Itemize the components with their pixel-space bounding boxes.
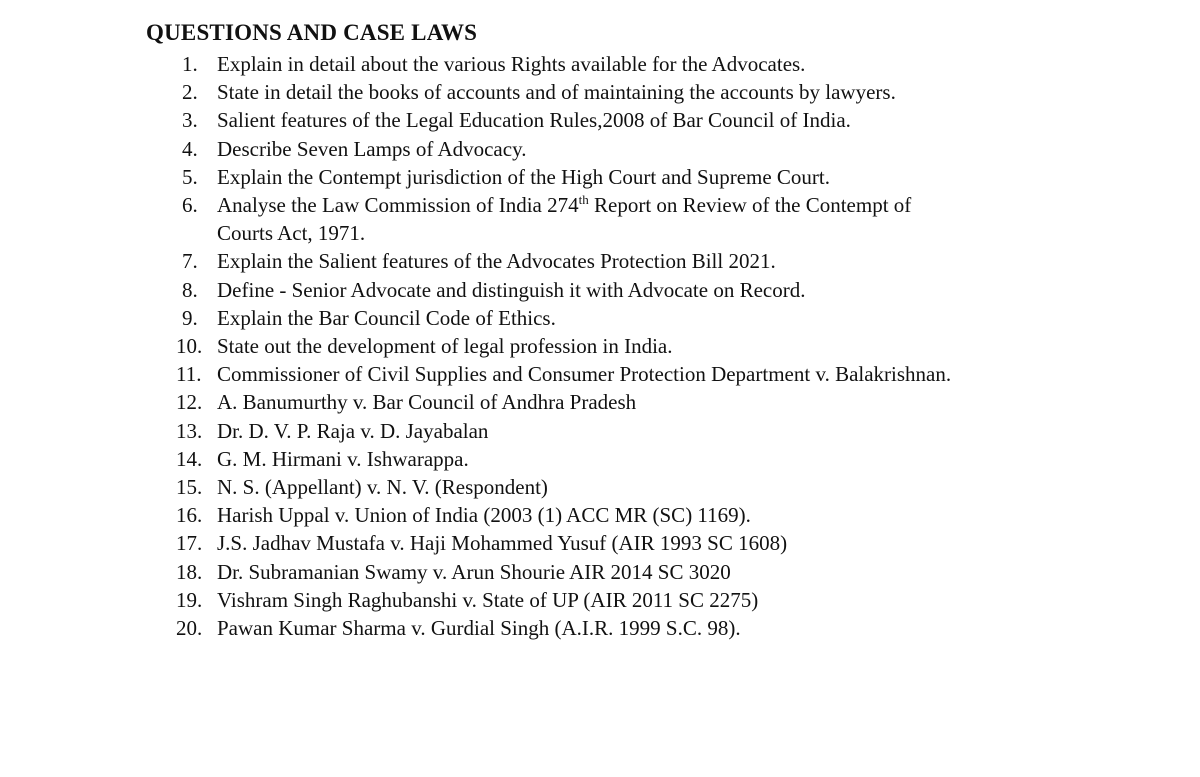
item-number: 1. (182, 52, 198, 76)
item-number: 4. (182, 136, 198, 161)
list-item (176, 50, 1086, 78)
item-text: Explain the Salient features of the Advocates Protection Bill 2021. (217, 249, 776, 274)
item-text-line-1 (217, 191, 1073, 219)
list-item (176, 586, 1086, 614)
item-text: N. S. (Appellant) v. N. V. (Respondent) (217, 475, 548, 500)
item-number: 17. (176, 531, 203, 556)
ordinal-superscript: th (578, 192, 589, 208)
list-item (176, 360, 1086, 388)
item-text (217, 191, 1086, 247)
item-text: A. Banumurthy v. Bar Council of Andhra Pradesh (217, 390, 637, 415)
list-item (176, 558, 1086, 586)
list-item (176, 163, 1086, 191)
list-item (176, 304, 1086, 332)
item-number: 12. (176, 390, 203, 415)
item-text: Define - Senior Advocate and distinguish it with Advocate on Record. (217, 277, 806, 302)
list-item (176, 417, 1086, 445)
item-number: 10. (176, 334, 203, 359)
item-text: G. M. Hirmani v. Ishwarappa. (217, 446, 469, 471)
list-item (176, 276, 1086, 304)
item-number: 2. (182, 80, 198, 105)
item-text: Pawan Kumar Sharma v. Gurdial Singh (A.I.R. 1999 S.C. 98). (217, 616, 741, 641)
item-text: J.S. Jadhav Mustafa v. Haji Mohammed Yusuf (AIR 1993 SC 1608) (217, 531, 788, 556)
item-text: State in detail the books of accounts and of maintaining the accounts by lawyers. (217, 80, 896, 105)
list-item (176, 247, 1086, 275)
item-number: 16. (176, 503, 203, 528)
item-text-after-sup: Report on Review of the Contempt of (588, 193, 912, 218)
item-text: Explain the Contempt jurisdiction of the High Court and Supreme Court. (217, 164, 830, 189)
list-item (176, 445, 1086, 473)
list-item (176, 135, 1086, 163)
item-text: Commissioner of Civil Supplies and Consumer Protection Department v. Balakrishnan. (217, 362, 952, 387)
list-item (176, 332, 1086, 360)
page-title: QUESTIONS AND CASE LAWS (146, 20, 478, 45)
item-number: 5. (182, 164, 198, 189)
list-item (176, 388, 1086, 416)
list-item (176, 501, 1086, 529)
list-item (176, 614, 1086, 642)
list-item (176, 78, 1086, 106)
item-text: Explain in detail about the various Rights available for the Advocates. (217, 52, 806, 76)
item-text: Harish Uppal v. Union of India (2003 (1) ACC MR (SC) 1169). (217, 503, 751, 528)
item-number: 20. (176, 616, 203, 641)
item-text: Dr. Subramanian Swamy v. Arun Shourie AIR 2014 SC 3020 (217, 559, 731, 584)
item-number: 3. (182, 108, 198, 133)
list-item (176, 191, 1086, 247)
item-text-part-1 (217, 191, 911, 219)
item-text-line-2: Courts Act, 1971. (217, 221, 366, 246)
item-text: State out the development of legal profession in India. (217, 334, 673, 359)
item-text: Vishram Singh Raghubanshi v. State of UP (AIR 2011 SC 2275) (217, 587, 759, 612)
item-number: 14. (176, 446, 203, 471)
list-item (176, 106, 1086, 134)
item-text: Describe Seven Lamps of Advocacy. (217, 136, 527, 161)
item-number: 13. (176, 418, 203, 443)
item-text-before-sup: Analyse the Law Commission of India 274 (217, 193, 579, 218)
item-number: 9. (182, 305, 198, 330)
item-number: 15. (176, 475, 203, 500)
item-number: 18. (176, 559, 203, 584)
item-number: 8. (182, 277, 198, 302)
item-text: Explain the Bar Council Code of Ethics. (217, 305, 556, 330)
question-list (176, 50, 1086, 642)
list-item (176, 473, 1086, 501)
list-item (176, 529, 1086, 557)
item-text: Salient features of the Legal Education Rules,2008 of Bar Council of India. (217, 108, 851, 133)
item-number: 19. (176, 587, 203, 612)
item-text: Dr. D. V. P. Raja v. D. Jayabalan (217, 418, 489, 443)
item-number: 7. (182, 249, 198, 274)
item-number: 6. (182, 193, 198, 218)
item-number: 11. (176, 362, 202, 387)
